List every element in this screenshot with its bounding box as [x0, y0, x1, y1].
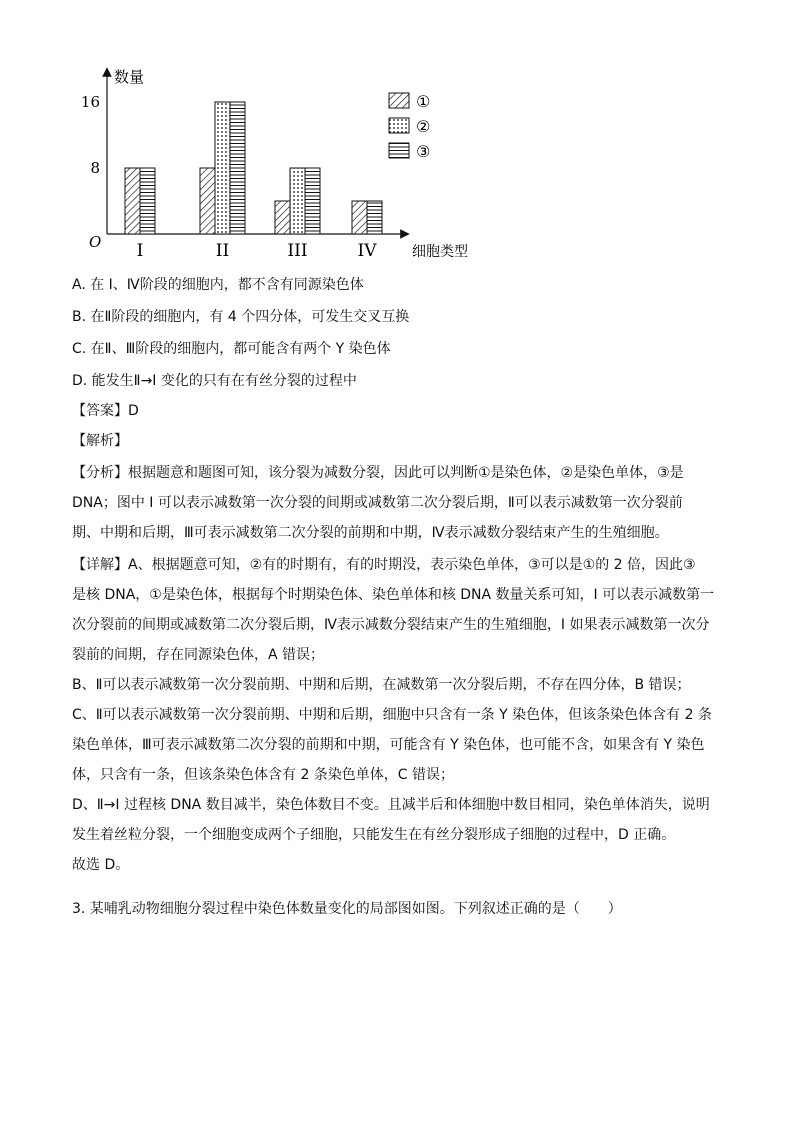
bar-chart [80, 62, 480, 267]
option-c: C. 在Ⅱ、Ⅲ阶段的细胞内，都可能含有两个 Y 染色体 [72, 341, 391, 357]
detail-line: D、Ⅱ→I 过程核 DNA 数目减半，染色体数目不变。且减半后和体细胞中数目相同，染色单体消失，说明 [72, 797, 710, 813]
y-tick-label: 16 [80, 93, 100, 111]
detail-line: 裂前的间期，存在同源染色体，A 错误； [72, 647, 325, 663]
analysis-paragraph [72, 458, 732, 548]
analysis-line: 【分析】根据题意和题图可知，该分裂为减数分裂，因此可以判断①是染色体，②是染色单体，③是 [72, 465, 684, 481]
bar [367, 201, 382, 234]
bar [140, 168, 155, 234]
x-tick-label: III [287, 241, 308, 261]
legend-swatch [389, 118, 409, 133]
detail-line: 体，只含有一条，但该条染色体含有 2 条染色单体，C 错误； [72, 767, 455, 783]
detail-line: B、Ⅱ可以表示减数第一次分裂前期、中期和后期，在减数第一次分裂后期，不存在四分体，B 错误； [72, 677, 691, 693]
bar [275, 201, 290, 234]
bar [215, 102, 230, 234]
x-axis-label: 细胞类型 [412, 244, 468, 260]
detail-line: 是核 DNA，①是染色体，根据每个时期染色体、染色单体和核 DNA 数量关系可知，I 可以表示减数第一 [72, 587, 715, 603]
bar [305, 168, 320, 234]
detail-line: 发生着丝粒分裂，一个细胞变成两个子细胞，只能发生在有丝分裂形成子细胞的过程中，D 正确。 [72, 827, 676, 843]
y-tick-label: 8 [90, 159, 100, 177]
detail-line: C、Ⅱ可以表示减数第一次分裂前期、中期和后期，细胞中只含有一条 Y 染色体，但该条染色体含有 2 条 [72, 707, 712, 723]
analysis-line: DNA；图中 I 可以表示减数第一次分裂的间期或减数第二次分裂后期，Ⅱ可以表示减数第一次分裂前 [72, 495, 683, 511]
bar [125, 168, 140, 234]
y-axis-label: 数量 [114, 68, 145, 86]
bar [290, 168, 305, 234]
chart-svg [80, 62, 480, 267]
detail-line: 故选 D。 [72, 857, 130, 873]
legend-swatch [389, 143, 409, 158]
origin-label: O [89, 233, 102, 251]
detail-line: 染色单体，Ⅲ可表示减数第二次分裂的前期和中期，可能含有 Y 染色体，也可能不含，如果含有 Y 染色 [72, 737, 705, 753]
detail-line: 次分裂前的间期或减数第二次分裂后期，Ⅳ表示减数分裂结束产生的生殖细胞，I 如果表示减数第一次分 [72, 617, 710, 633]
bar [352, 201, 367, 234]
detail-line: 【详解】A、根据题意可知，②有的时期有，有的时期没，表示染色单体，③可以是①的 2 倍，因此③ [72, 557, 696, 573]
x-tick-label: IV [357, 241, 377, 261]
legend-label: ① [416, 92, 431, 111]
detail-paragraph [72, 550, 732, 880]
x-tick-label: I [136, 241, 144, 261]
answer: 【答案】D [72, 403, 139, 419]
legend-label: ③ [416, 142, 431, 161]
next-question: 3. 某哺乳动物细胞分裂过程中染色体数量变化的局部图如图。下列叙述正确的是（ ） [72, 901, 622, 917]
legend-swatch [389, 93, 409, 108]
analysis-heading: 【解析】 [72, 433, 128, 449]
analysis-line: 期、中期和后期，Ⅲ可表示减数第二次分裂的前期和中期，Ⅳ表示减数分裂结束产生的生殖细胞。 [72, 525, 669, 541]
bar [230, 102, 245, 234]
option-a: A. 在 I、Ⅳ阶段的细胞内，都不含有同源染色体 [72, 277, 364, 293]
bar [200, 168, 215, 234]
legend-label: ② [416, 117, 431, 136]
x-tick-label: II [215, 241, 230, 261]
option-d: D. 能发生Ⅱ→I 变化的只有在有丝分裂的过程中 [72, 373, 357, 389]
option-b: B. 在Ⅱ阶段的细胞内，有 4 个四分体，可发生交叉互换 [72, 309, 410, 325]
